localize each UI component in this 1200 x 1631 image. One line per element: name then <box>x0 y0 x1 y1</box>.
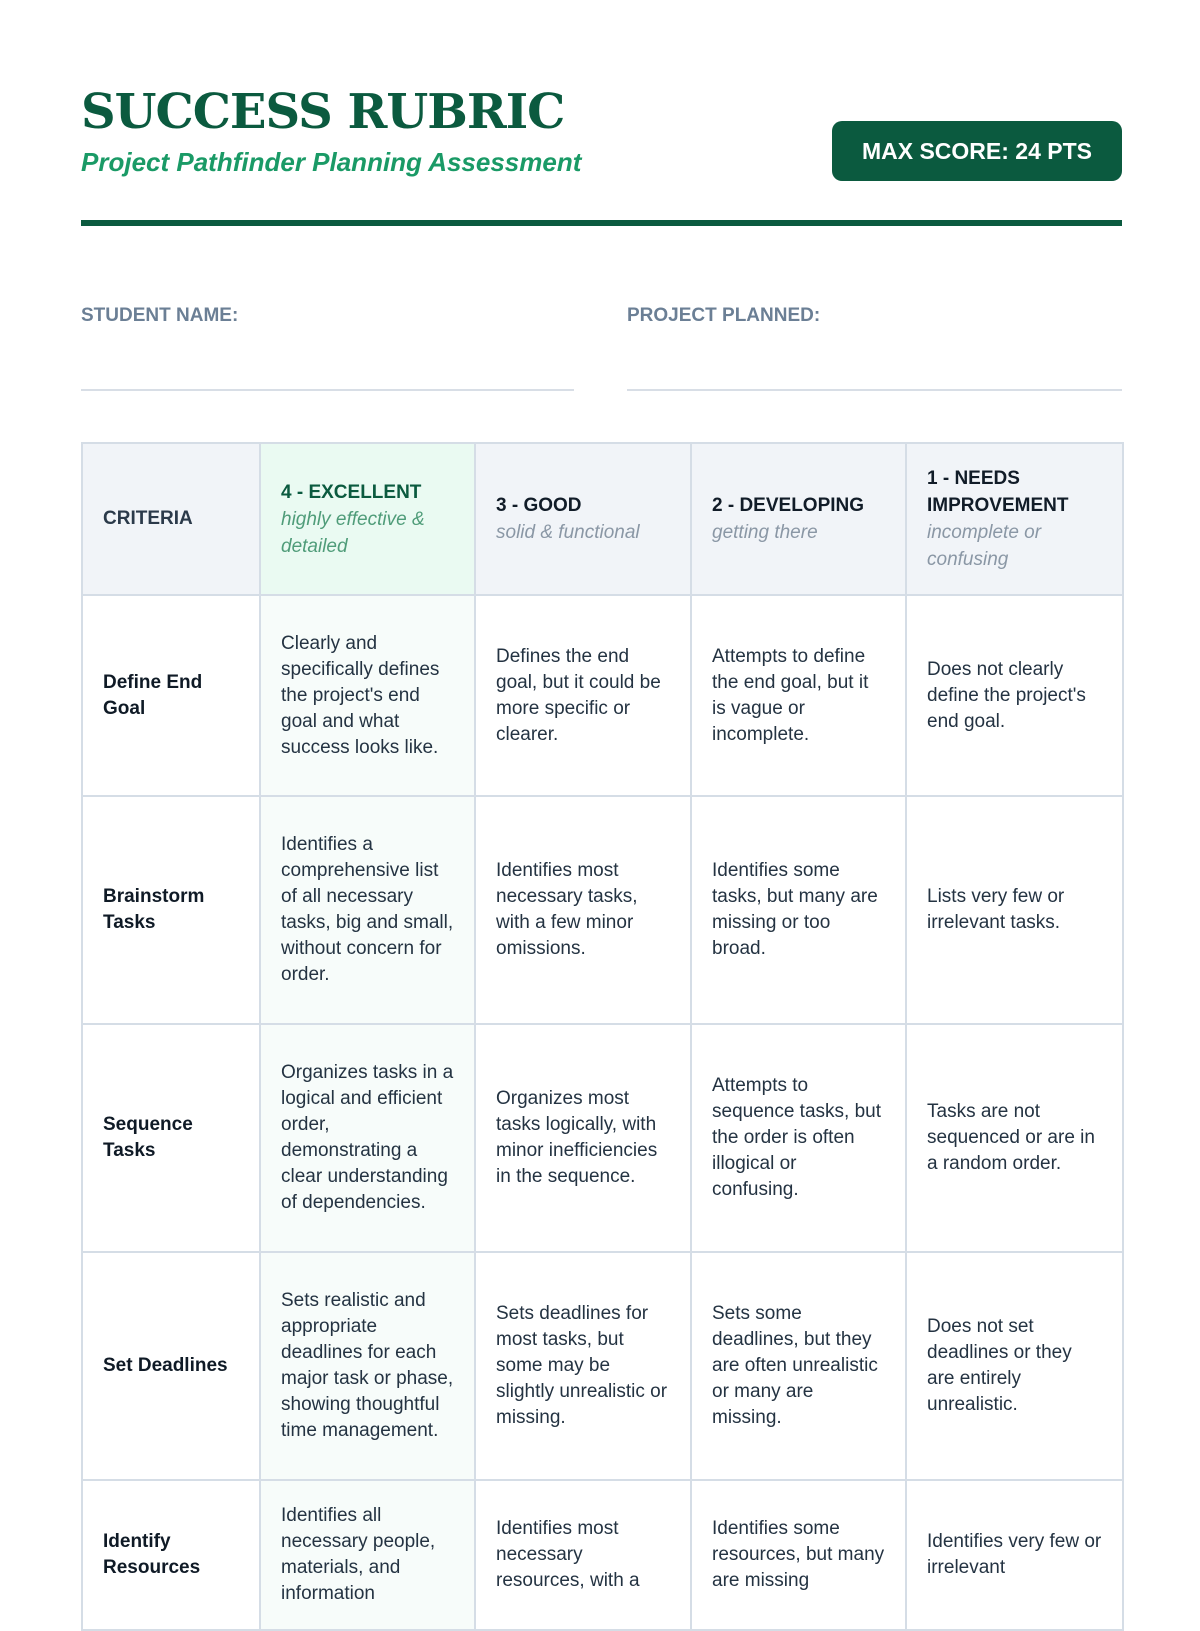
table-row <box>82 1480 1123 1630</box>
level-header-good <box>475 443 691 595</box>
criteria-column-header: CRITERIA <box>82 443 260 595</box>
rubric-cell: Does not clearly define the project's end goal. <box>906 595 1123 796</box>
level-description: solid & functional <box>496 522 640 543</box>
level-label: 2 - DEVELOPING <box>712 495 865 516</box>
page-subtitle: Project Pathfinder Planning Assessment <box>81 147 582 177</box>
table-row <box>82 796 1123 1024</box>
rubric-cell: Sets some deadlines, but they are often unrealistic or many are missing. <box>691 1252 906 1480</box>
rubric-cell: Identifies some resources, but many are missing <box>691 1480 906 1630</box>
level-header-developing <box>691 443 906 595</box>
table-row <box>82 1024 1123 1252</box>
max-score-badge: MAX SCORE: 24 PTS <box>832 121 1122 181</box>
level-description: incomplete or confusing <box>927 522 1042 570</box>
level-header-needs-improvement <box>906 443 1123 595</box>
rubric-cell: Identifies all necessary people, materials, and information <box>260 1480 475 1630</box>
rubric-cell: Clearly and specifically defines the project's end goal and what success looks like. <box>260 595 475 796</box>
criteria-cell: Identify Resources <box>82 1480 260 1630</box>
rubric-header-row <box>82 443 1123 595</box>
student-name-label: STUDENT NAME: <box>81 305 239 326</box>
rubric-cell: Identifies very few or irrelevant <box>906 1480 1123 1630</box>
rubric-cell: Identifies most necessary resources, with a <box>475 1480 691 1630</box>
rubric-cell: Attempts to define the end goal, but it is vague or incomplete. <box>691 595 906 796</box>
criteria-cell: Sequence Tasks <box>82 1024 260 1252</box>
criteria-cell: Brainstorm Tasks <box>82 796 260 1024</box>
header <box>81 82 1122 228</box>
info-fields <box>81 302 1122 392</box>
rubric-page <box>81 0 1122 1604</box>
level-description: getting there <box>712 522 818 543</box>
rubric-cell: Identifies most necessary tasks, with a few minor omissions. <box>475 796 691 1024</box>
level-label: 3 - GOOD <box>496 495 582 516</box>
rubric-cell: Defines the end goal, but it could be more specific or clearer. <box>475 595 691 796</box>
header-divider <box>81 220 1122 226</box>
criteria-cell: Define End Goal <box>82 595 260 796</box>
criteria-cell: Set Deadlines <box>82 1252 260 1480</box>
project-planned-label: PROJECT PLANNED: <box>627 305 821 326</box>
rubric-cell: Lists very few or irrelevant tasks. <box>906 796 1123 1024</box>
rubric-cell: Identifies a comprehensive list of all necessary tasks, big and small, without concern for order. <box>260 796 475 1024</box>
page-title: SUCCESS RUBRIC <box>81 84 565 140</box>
rubric-table <box>81 442 1124 1631</box>
rubric-cell: Sets deadlines for most tasks, but some may be slightly unrealistic or missing. <box>475 1252 691 1480</box>
table-row <box>82 595 1123 796</box>
rubric-cell: Attempts to sequence tasks, but the order is often illogical or confusing. <box>691 1024 906 1252</box>
level-header-excellent <box>260 443 475 595</box>
table-row <box>82 1252 1123 1480</box>
rubric-cell: Sets realistic and appropriate deadlines for each major task or phase, showing thoughtful time management. <box>260 1252 475 1480</box>
rubric-cell: Identifies some tasks, but many are missing or too broad. <box>691 796 906 1024</box>
level-label: 1 - NEEDS IMPROVEMENT <box>927 468 1069 516</box>
rubric-cell: Does not set deadlines or they are entirely unrealistic. <box>906 1252 1123 1480</box>
rubric-cell: Tasks are not sequenced or are in a random order. <box>906 1024 1123 1252</box>
level-description: highly effective & detailed <box>281 508 425 557</box>
student-name-field[interactable] <box>81 302 574 391</box>
rubric-cell: Organizes most tasks logically, with minor inefficiencies in the sequence. <box>475 1024 691 1252</box>
rubric-cell: Organizes tasks in a logical and efficient order, demonstrating a clear understanding of dependencies. <box>260 1024 475 1252</box>
level-label: 4 - EXCELLENT <box>281 481 422 503</box>
project-planned-field[interactable] <box>627 302 1122 391</box>
